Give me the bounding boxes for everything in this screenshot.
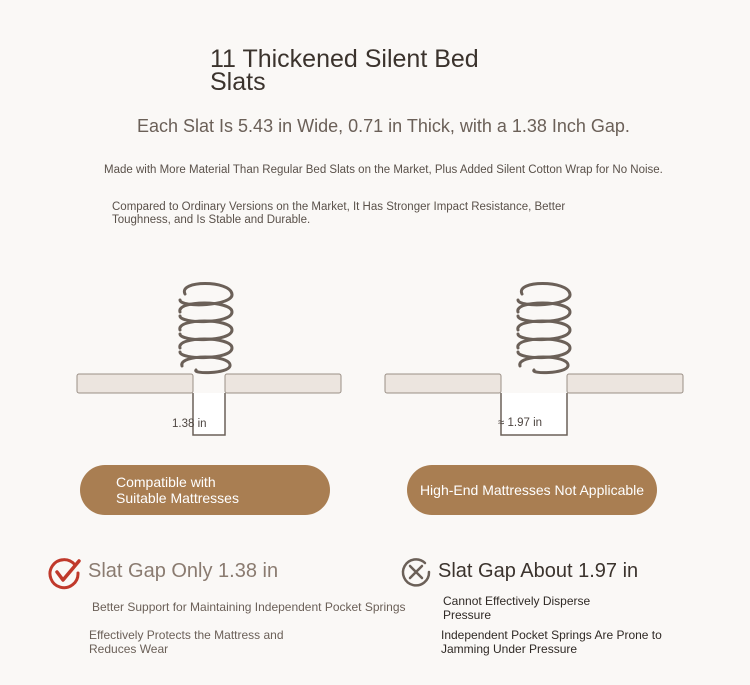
right-point-2: Independent Pocket Springs Are Prone to Jamming Under Pressure	[441, 628, 662, 656]
left-slat-a	[77, 374, 193, 393]
page-title: 11 Thickened Silent Bed Slats	[210, 45, 479, 96]
right-spring-illustration	[518, 284, 570, 373]
not-applicable-badge-label: High-End Mattresses Not Applicable	[419, 482, 645, 498]
compatible-badge-label: Compatible with Suitable Mattresses	[116, 474, 239, 506]
left-spring-illustration	[180, 284, 232, 373]
check-circle-icon	[48, 556, 82, 590]
cross-circle-icon	[400, 556, 432, 588]
left-gap-label: 1.38 in	[172, 418, 207, 430]
left-slat-b	[225, 374, 341, 393]
right-heading: Slat Gap About 1.97 in	[438, 560, 639, 582]
left-heading: Slat Gap Only 1.38 in	[88, 560, 279, 582]
right-slat-a	[385, 374, 501, 393]
description-material: Made with More Material Than Regular Bed Slats on the Market, Plus Added Silent Cotton Wrap for No Noise.	[104, 164, 663, 176]
not-applicable-badge	[407, 465, 657, 515]
right-gap-label: ≈ 1.97 in	[498, 417, 543, 429]
left-point-2: Effectively Protects the Mattress and Reduces Wear	[89, 628, 284, 656]
right-point-1: Cannot Effectively Disperse Pressure	[443, 594, 591, 622]
right-slat-b	[567, 374, 683, 393]
compatible-badge	[80, 465, 330, 515]
left-point-1: Better Support for Maintaining Independent Pocket Springs	[92, 600, 406, 614]
subtitle: Each Slat Is 5.43 in Wide, 0.71 in Thick, with a 1.38 Inch Gap.	[137, 116, 630, 136]
description-durability: Compared to Ordinary Versions on the Market, It Has Stronger Impact Resistance, Better Toughness, and Is Stable and Durable.	[112, 201, 566, 226]
slat-gap-diagram	[0, 270, 750, 450]
